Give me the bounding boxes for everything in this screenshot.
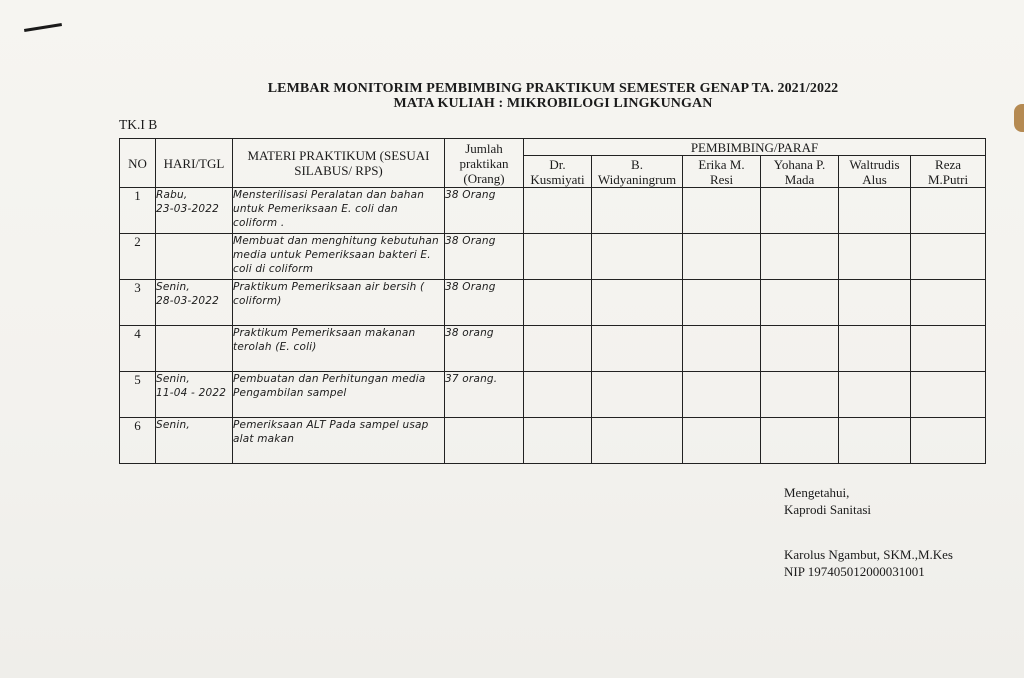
signatory-block (784, 546, 953, 580)
row-material: Pemeriksaan ALT Pada sampel usap alat makan (233, 418, 445, 464)
supervisor-header: Dr. Kusmiyati (524, 156, 592, 188)
row-date (156, 326, 233, 372)
header-supervisors: PEMBIMBING/PARAF (524, 139, 986, 156)
row-count: 38 Orang (445, 280, 524, 326)
row-date: Rabu, 23-03-2022 (156, 188, 233, 234)
signature-cell (524, 326, 592, 372)
signature-cell (761, 280, 839, 326)
signature-cell (761, 326, 839, 372)
row-material: Pembuatan dan Perhitungan media Pengambilan sampel (233, 372, 445, 418)
supervisor-header: Reza M.Putri (911, 156, 986, 188)
supervisor-header: Waltrudis Alus (839, 156, 911, 188)
signature-cell (524, 372, 592, 418)
signature-cell (761, 418, 839, 464)
row-date: Senin, 11-04 - 2022 (156, 372, 233, 418)
signature-cell (683, 418, 761, 464)
signature-cell (761, 188, 839, 234)
row-count: 38 Orang (445, 188, 524, 234)
row-count: 38 Orang (445, 234, 524, 280)
signatory-nip: NIP 197405012000031001 (784, 564, 925, 579)
header-material: MATERI PRAKTIKUM (SESUAI SILABUS/ RPS) (233, 139, 445, 188)
signature-cell (761, 372, 839, 418)
signature-cell (839, 280, 911, 326)
supervisor-header: B. Widyaningrum (592, 156, 683, 188)
table-row (120, 234, 986, 280)
table-row (120, 418, 986, 464)
signature-cell (911, 418, 986, 464)
supervisor-header: Yohana P. Mada (761, 156, 839, 188)
signature-cell (839, 372, 911, 418)
signature-cell (911, 326, 986, 372)
header-no: NO (120, 139, 156, 188)
signature-cell (839, 234, 911, 280)
signature-cell (592, 326, 683, 372)
signature-cell (911, 234, 986, 280)
signature-cell (592, 418, 683, 464)
signature-cell (839, 188, 911, 234)
signature-cell (911, 188, 986, 234)
signatory-name: Karolus Ngambut, SKM.,M.Kes (784, 547, 953, 562)
signature-cell (839, 418, 911, 464)
row-count (445, 418, 524, 464)
signature-cell (683, 326, 761, 372)
supervisor-header: Erika M. Resi (683, 156, 761, 188)
approval-label: Mengetahui, (784, 485, 850, 500)
row-number: 4 (120, 326, 156, 372)
header-count: Jumlah praktikan (Orang) (445, 139, 524, 188)
signature-cell (524, 188, 592, 234)
signature-cell (592, 372, 683, 418)
pen-mark (24, 23, 62, 32)
row-number: 1 (120, 188, 156, 234)
row-material: Praktikum Pemeriksaan air bersih ( coliform) (233, 280, 445, 326)
signature-cell (683, 280, 761, 326)
table-row (120, 188, 986, 234)
signature-cell (683, 188, 761, 234)
signature-cell (592, 234, 683, 280)
signature-cell (524, 234, 592, 280)
document-title: LEMBAR MONITORIM PEMBIMBING PRAKTIKUM SEMESTER GENAP TA. 2021/2022 (267, 81, 839, 96)
row-number: 3 (120, 280, 156, 326)
monitoring-table (119, 138, 986, 464)
row-number: 5 (120, 372, 156, 418)
approver-position: Kaprodi Sanitasi (784, 502, 872, 517)
signature-cell (911, 372, 986, 418)
table-row (120, 280, 986, 326)
class-label: TK.I B (119, 117, 158, 132)
signature-cell (524, 418, 592, 464)
row-material: Mensterilisasi Peralatan dan bahan untuk Pemeriksaan E. coli dan coliform . (233, 188, 445, 234)
row-material: Membuat dan menghitung kebutuhan media untuk Pemeriksaan bakteri E. coli di coliform (233, 234, 445, 280)
signature-cell (683, 372, 761, 418)
table-row (120, 372, 986, 418)
signature-cell (761, 234, 839, 280)
signature-cell (683, 234, 761, 280)
row-date (156, 234, 233, 280)
signature-cell (592, 188, 683, 234)
row-date: Senin, (156, 418, 233, 464)
row-material: Praktikum Pemeriksaan makanan terolah (E. coli) (233, 326, 445, 372)
signature-cell (911, 280, 986, 326)
row-number: 2 (120, 234, 156, 280)
table-row (120, 326, 986, 372)
signature-cell (839, 326, 911, 372)
row-count: 37 orang. (445, 372, 524, 418)
row-number: 6 (120, 418, 156, 464)
row-date: Senin, 28-03-2022 (156, 280, 233, 326)
binder-clip-edge (1014, 104, 1024, 132)
approval-block (784, 484, 871, 518)
header-date: HARI/TGL (156, 139, 233, 188)
row-count: 38 orang (445, 326, 524, 372)
signature-cell (592, 280, 683, 326)
course-title: MATA KULIAH : MIKROBILOGI LINGKUNGAN (393, 96, 713, 111)
signature-cell (524, 280, 592, 326)
